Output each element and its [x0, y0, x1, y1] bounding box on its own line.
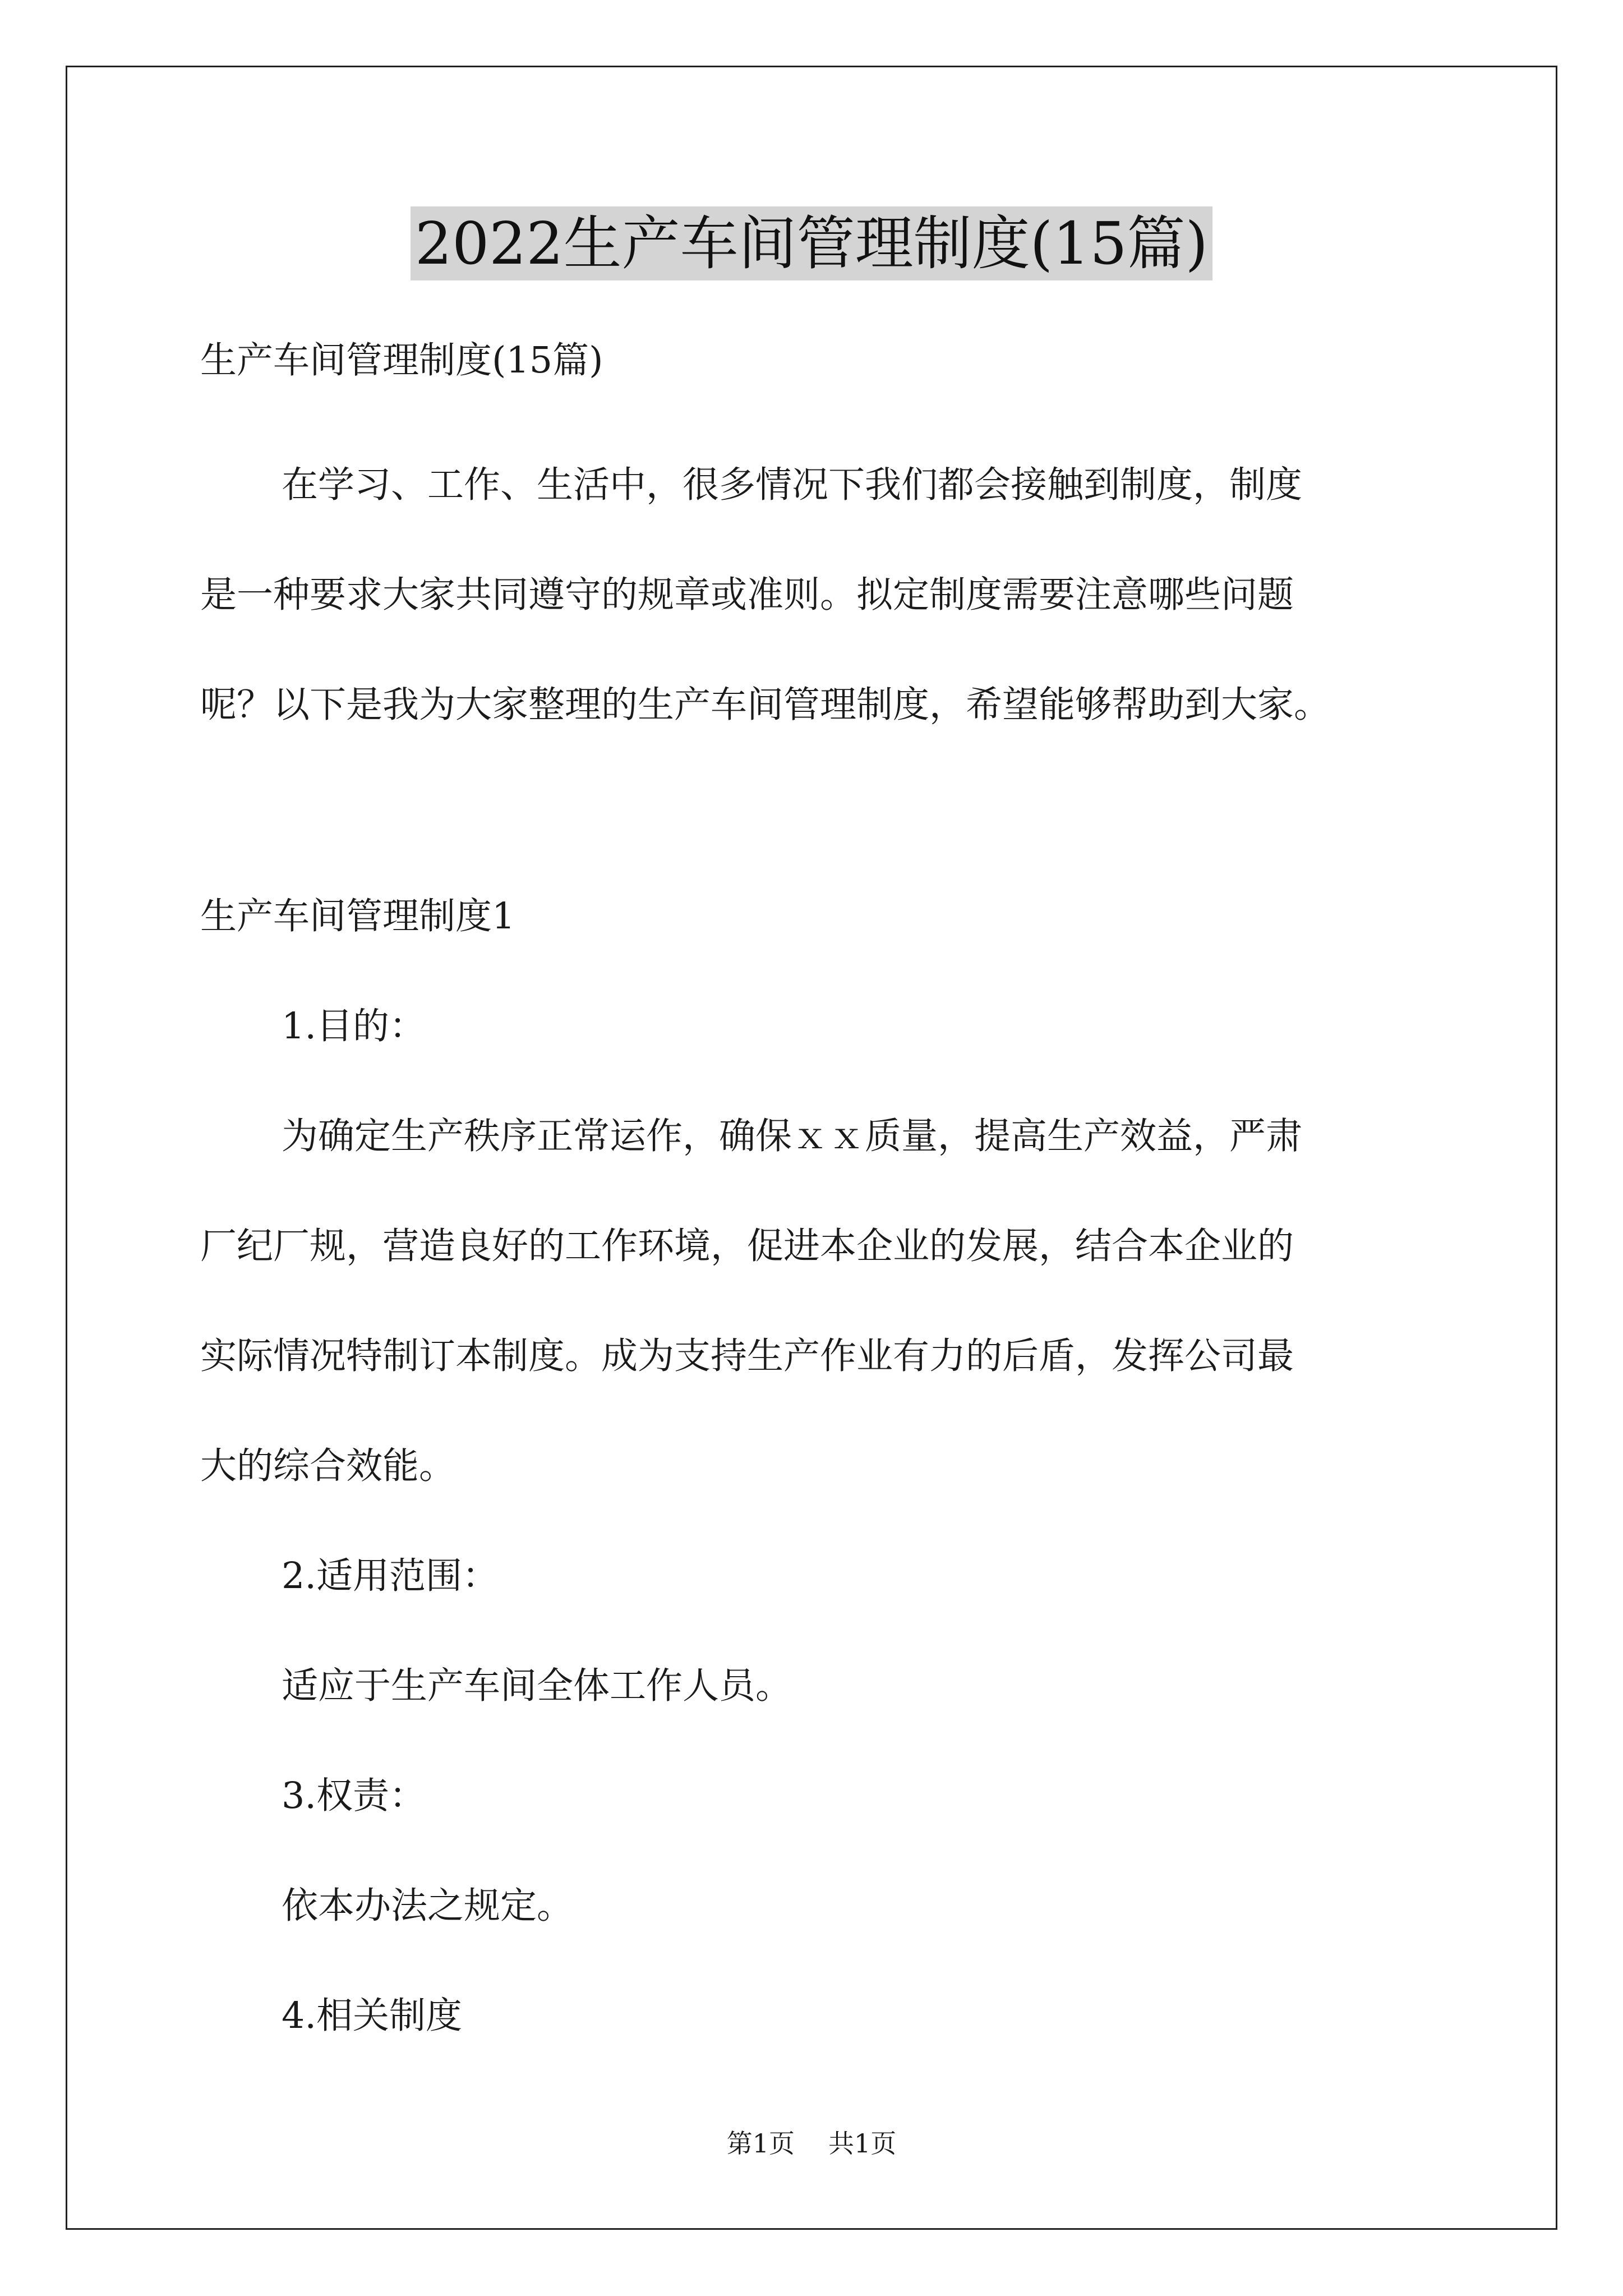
footer-page-number: 第1页 — [726, 2128, 795, 2159]
item-heading-responsibility: 3.权责： — [282, 1775, 426, 1817]
purpose-line-1: 为确定生产秩序正常运作，确保ｘｘ质量，提高生产效益，严肃 — [282, 1115, 1303, 1157]
purpose-line-4: 大的综合效能。 — [200, 1445, 456, 1487]
intro-line-3: 呢？以下是我为大家整理的生产车间管理制度，希望能够帮助到大家。 — [200, 684, 1331, 726]
section-heading: 生产车间管理制度1 — [200, 895, 515, 937]
intro-line-2: 是一种要求大家共同遵守的规章或准则。拟定制度需要注意哪些问题 — [200, 574, 1294, 616]
responsibility-line-1: 依本办法之规定。 — [282, 1885, 574, 1927]
intro-line-1: 在学习、工作、生活中，很多情况下我们都会接触到制度，制度 — [282, 464, 1303, 506]
item-heading-scope: 2.适用范围： — [282, 1555, 499, 1597]
purpose-line-2: 厂纪厂规，营造良好的工作环境，促进本企业的发展，结合本企业的 — [200, 1225, 1294, 1267]
title-container — [0, 206, 1623, 280]
purpose-line-3: 实际情况特制订本制度。成为支持生产作业有力的后盾，发挥公司最 — [200, 1335, 1294, 1377]
item-heading-related: 4.相关制度 — [282, 1995, 463, 2037]
item-heading-purpose: 1.目的： — [282, 1005, 426, 1047]
document-title: 2022生产车间管理制度(15篇) — [411, 206, 1212, 280]
document-subtitle: 生产车间管理制度(15篇) — [200, 339, 603, 381]
scope-line-1: 适应于生产车间全体工作人员。 — [282, 1665, 792, 1707]
page-footer — [0, 2128, 1623, 2159]
footer-total-pages: 共1页 — [828, 2128, 897, 2159]
